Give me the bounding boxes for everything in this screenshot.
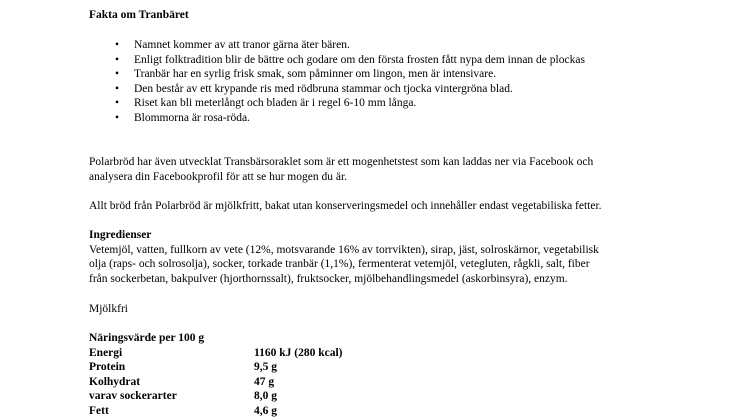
table-row: Fett 4,6 g <box>89 404 277 417</box>
table-row <box>89 331 343 346</box>
mjolkfri-label: Mjölkfri <box>89 303 128 315</box>
list-item: • Blommorna är rosa-röda. <box>115 111 250 124</box>
document-title: Fakta om Tranbäret <box>89 9 189 21</box>
document-page <box>89 8 699 417</box>
oracle-paragraph: Polarbröd har även utvecklat Transbärsoraklet som är ett mogenhetstest som kan laddas ner via Facebook och analysera din Facebookprofil för att se hur mogen du är. <box>89 156 594 183</box>
table-row: Energi 1160 kJ (280 kcal) <box>89 346 343 359</box>
list-item: • Enligt folktradition blir de bättre och godare om den första frosten fått nypa dem innan de plockas <box>115 53 585 66</box>
bullet-icon: • <box>115 82 120 95</box>
ingredients-section: Ingredienser Vetemjöl, vatten, fullkorn av vete (12%, motsvarande 16% av torrvikten), sirap, jäst, solroskärnor, vegetabilisk olja (raps- och solrosolja), socker, torkade tranbär (1,1%), fermenterat vetemjöl, vetegluten, rågkli, salt, fiber från sockerbetan, bakpulver (hjorthornssalt), fruktsocker, mjölbehandlingsmedel (askorbinsyra), enzym. <box>89 229 599 285</box>
list-item: • Tranbär har en syrlig frisk smak, som påminner om lingon, men är intensivare. <box>115 68 497 80</box>
table-row: Protein 9,5 g <box>89 361 277 373</box>
table-row: Kolhydrat 47 g <box>89 375 275 388</box>
bullet-icon: • <box>115 39 120 51</box>
ingredients-heading: Ingredienser <box>89 229 152 241</box>
table-row: varav sockerarter 8,0 g <box>89 390 277 402</box>
bullet-icon: • <box>115 111 120 124</box>
bullet-icon: • <box>115 53 120 66</box>
list-item: • Namnet kommer av att tranor gärna äter bären. <box>115 39 350 51</box>
bullet-icon: • <box>115 97 120 109</box>
bullet-icon: • <box>115 68 120 80</box>
nutrition-table <box>89 331 343 418</box>
milkfree-paragraph: Allt bröd från Polarbröd är mjölkfritt, bakat utan konserveringsmedel och innehåller endast vegetabiliska fetter. <box>89 200 602 212</box>
list-item: • Riset kan bli meterlångt och bladen är i regel 6-10 mm långa. <box>115 97 417 109</box>
nutrition-heading: Näringsvärde per 100 g <box>89 332 205 344</box>
list-item: • Den består av ett krypande ris med rödbruna stammar och tjocka vintergröna blad. <box>115 82 513 95</box>
facts-list <box>89 38 585 125</box>
